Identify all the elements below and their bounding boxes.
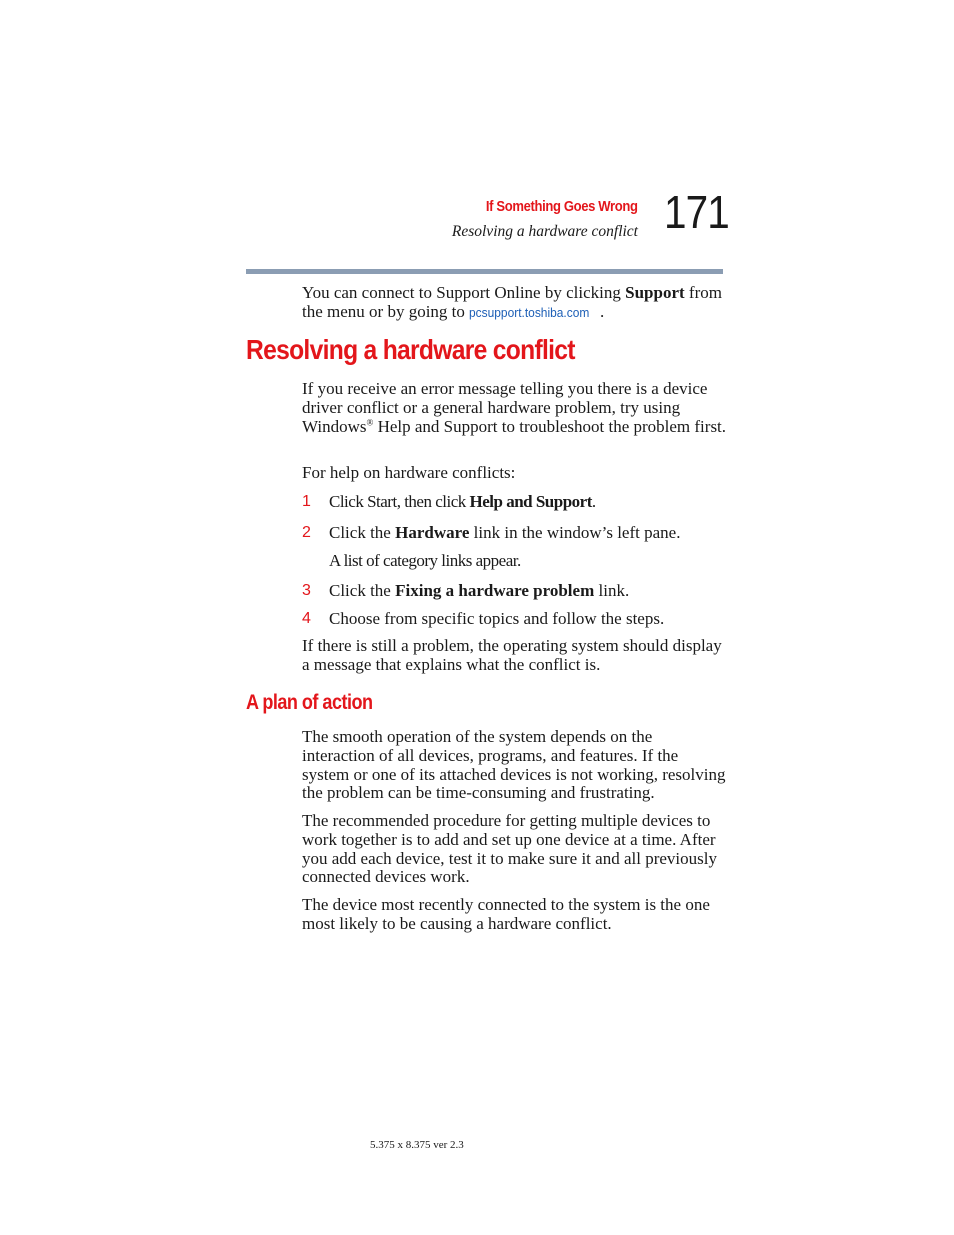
subsection-paragraph-3: The device most recently connected to the system is the one most likely to be causing a hardware conflict. [302, 895, 710, 933]
support-menu-label: Support [625, 283, 685, 302]
step-number: 3 [302, 582, 311, 599]
running-header-chapter: If Something Goes Wrong [486, 199, 638, 215]
step-text: Click the Fixing a hardware problem link. [329, 581, 630, 600]
step-text: Click the Hardware link in the window’s left pane. [329, 523, 681, 542]
header-rule [246, 269, 723, 274]
step-number: 2 [302, 524, 311, 541]
page-footer: 5.375 x 8.375 ver 2.3 [370, 1139, 464, 1151]
page-number: 171 [664, 186, 729, 238]
section-title: Resolving a hardware conflict [246, 334, 575, 365]
running-header-section: Resolving a hardware conflict [451, 223, 638, 240]
section-paragraph-2: For help on hardware conflicts: [302, 463, 516, 482]
section-paragraph-1: If you receive an error message telling you there is a device driver conflict or a general hardware problem, try using Windows® Help and Support to troubleshoot the problem first. [302, 379, 727, 436]
subsection-paragraph-1: The smooth operation of the system depends on the interaction of all devices, programs, and features. If the system or one of its attached devices is not working, resolving the problem can be time-consuming and frustrating. [302, 727, 726, 803]
section-paragraph-3: If there is still a problem, the operating system should display a message that explains what the conflict is. [302, 636, 722, 674]
subsection-title: A plan of action [246, 691, 373, 714]
step-number: 4 [302, 610, 311, 627]
subsection-paragraph-2: The recommended procedure for getting multiple devices to work together is to add and set up one device at a time. After you add each device, test it to make sure it and all previously connected devices work. [302, 811, 717, 887]
step-text: Choose from specific topics and follow the steps. [329, 609, 665, 628]
intro-paragraph: You can connect to Support Online by clicking Support from the menu or by going to pcsupport.toshiba.com . [302, 283, 722, 321]
support-link[interactable]: pcsupport.toshiba.com [469, 304, 590, 320]
step-number: 1 [302, 493, 311, 510]
step-text: Click Start, then click Help and Support. [329, 492, 596, 511]
registered-mark: ® [366, 416, 374, 427]
